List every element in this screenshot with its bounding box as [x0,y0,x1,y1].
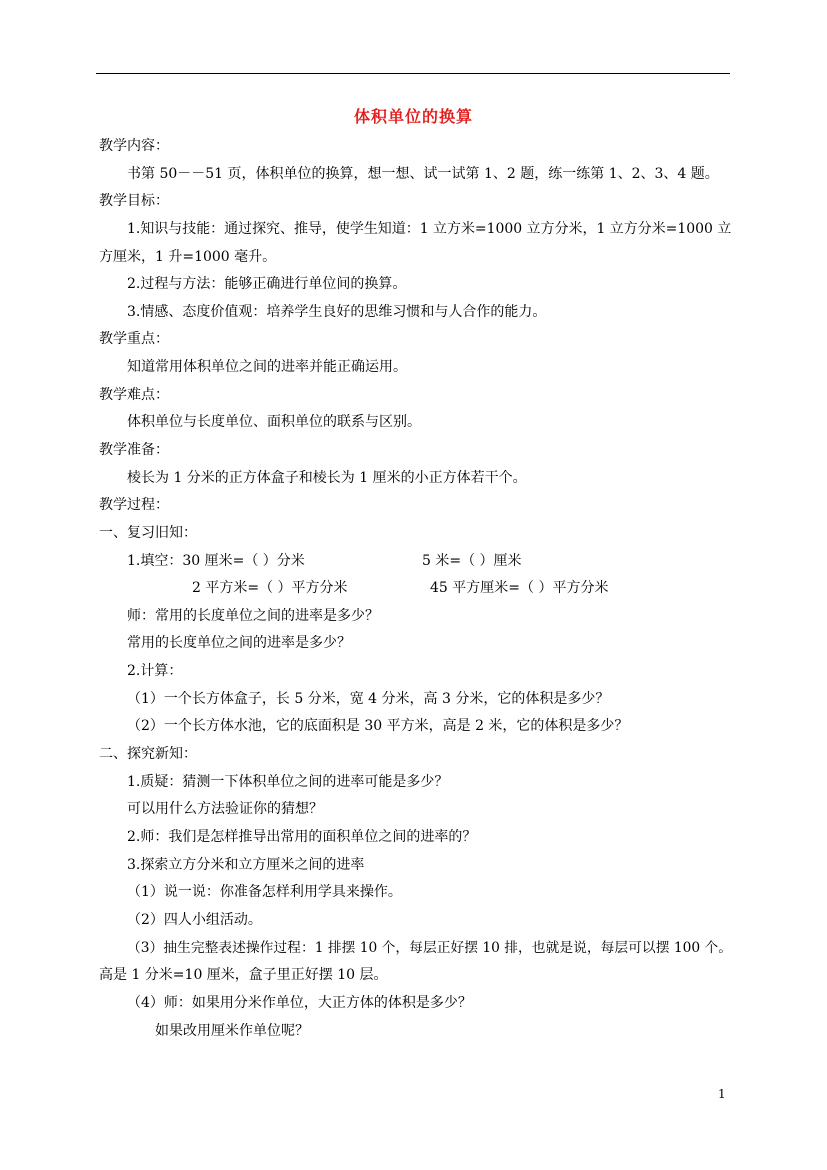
text-line: 高是 1 分米=10 厘米，盒子里正好摆 10 层。 [99,967,388,983]
header-rule [96,73,730,74]
text-line: 体积单位与长度单位、面积单位的联系与区别。 [127,414,421,430]
text-line: 教学过程： [99,497,169,513]
page-number: 1 [718,1087,726,1101]
text-line: 教学重点： [99,331,169,347]
text-line: 1.质疑：猜测一下体积单位之间的进率可能是多少？ [127,774,449,790]
text-line: 3.探索立方分米和立方厘米之间的进率 [127,857,365,873]
text-line: 师：常用的长度单位之间的进率是多少？ [127,608,379,624]
text-line: 如果改用厘米作单位呢？ [155,1023,309,1039]
text-line: 二、探究新知： [99,746,197,762]
text-line: 45 平方厘米=（ ）平方分米 [430,580,609,596]
text-line: 常用的长度单位之间的进率是多少？ [127,635,351,651]
text-line: 1.填空：30 厘米=（ ）分米 [127,553,305,569]
text-line: 知道常用体积单位之间的进率并能正确运用。 [127,359,407,375]
text-line: （2）一个长方体水池，它的底面积是 30 平方米，高是 2 米，它的体积是多少？ [127,718,629,734]
text-line: 1.知识与技能：通过探究、推导，使学生知道：1 立方米=1000 立方分米，1 立方分米=1000 立 [127,221,732,237]
text-line: 2 平方米=（ ）平方分米 [192,580,348,596]
text-line: 教学准备： [99,442,169,458]
text-line: 方厘米，1 升=1000 毫升。 [99,249,277,265]
text-line: （3）抽生完整表述操作过程：1 排摆 10 个，每层正好摆 10 排，也就是说，每层可以摆 100 个。 [127,940,733,956]
text-line: 5 米=（ ）厘米 [422,553,522,569]
text-line: 教学目标： [99,193,169,209]
text-line: （1）一个长方体盒子，长 5 分米，宽 4 分米，高 3 分米，它的体积是多少？ [127,691,610,707]
text-line: 教学内容： [99,138,169,154]
text-line: （4）师：如果用分米作单位，大正方体的体积是多少？ [127,995,472,1011]
document-title: 体积单位的换算 [353,107,473,126]
text-line: 书第 50－－51 页，体积单位的换算，想一想、试一试第 1、2 题，练一练第 1、2、3、4 题。 [127,166,719,182]
text-line: 2.计算： [127,663,183,679]
text-line: （1）说一说：你准备怎样利用学具来操作。 [127,884,402,900]
text-line: 可以用什么方法验证你的猜想？ [127,801,323,817]
text-line: 3.情感、态度价值观：培养学生良好的思维习惯和与人合作的能力。 [127,304,547,320]
text-line: 2.师：我们是怎样推导出常用的面积单位之间的进率的？ [127,829,477,845]
text-line: （2）四人小组活动。 [127,912,262,928]
text-line: 棱长为 1 分米的正方体盒子和棱长为 1 厘米的小正方体若干个。 [127,470,527,486]
text-line: 教学难点： [99,387,169,403]
text-line: 2.过程与方法：能够正确进行单位间的换算。 [127,276,407,292]
text-line: 一、复习旧知： [99,525,197,541]
